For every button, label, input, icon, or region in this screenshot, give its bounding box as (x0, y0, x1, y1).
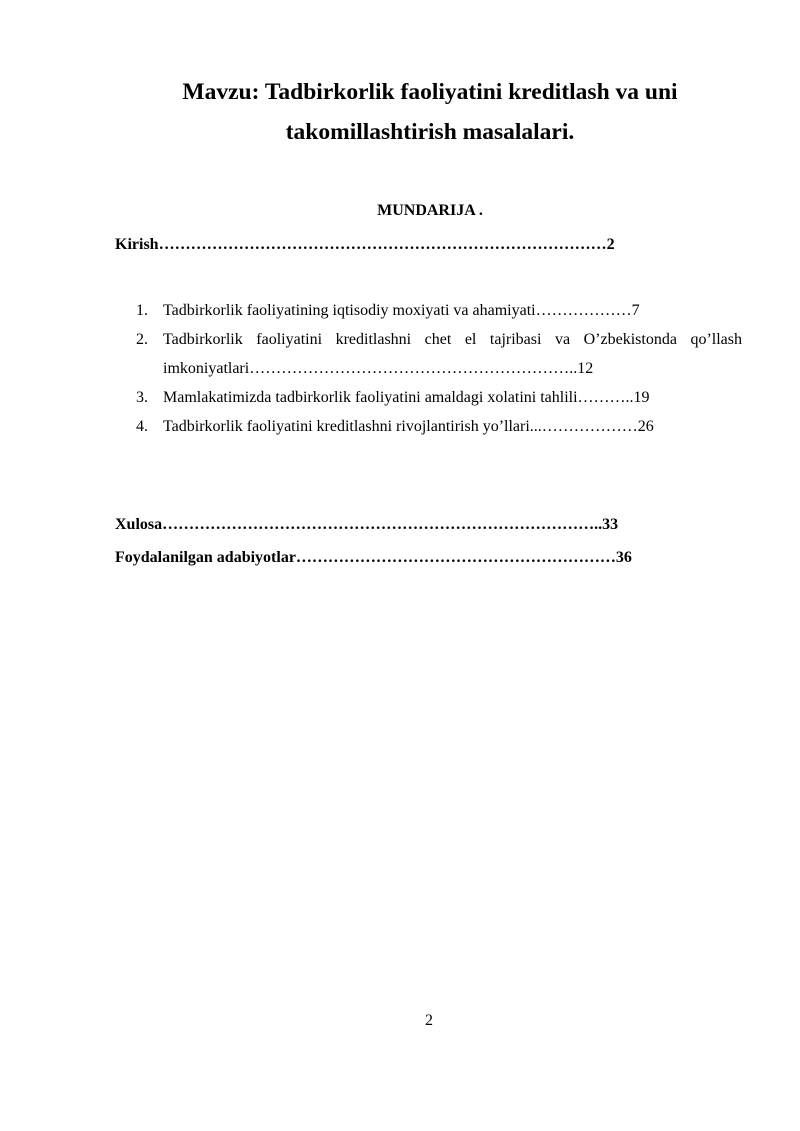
toc-item (136, 296, 742, 325)
toc-item-number: 1. (136, 302, 148, 319)
title-line-1: Mavzu: Tadbirkorlik faoliyatini kreditlash va uni (182, 79, 678, 105)
toc-item-number: 2. (136, 331, 148, 348)
contents-heading: MUNDARIJA . (377, 202, 483, 219)
toc-item (136, 412, 742, 441)
toc-entry-intro: Kirish…………………………………………………………………………2 (115, 236, 615, 253)
title-line-2: takomillashtirish masalalari. (285, 119, 575, 145)
toc-item (136, 325, 742, 383)
toc-item (136, 383, 742, 412)
toc-item-number: 4. (136, 418, 148, 435)
toc-item-text: Mamlakatimizda tadbirkorlik faoliyatini amaldagi xolatini tahlili………..19 (163, 389, 650, 406)
toc-item-text: Tadbirkorlik faoliyatini kreditlashni rivojlantirish yo’llari...………………26 (163, 418, 654, 435)
toc-numbered-list (136, 296, 742, 441)
toc-item-number: 3. (136, 389, 148, 406)
page-number: 2 (425, 1012, 433, 1029)
toc-entry-conclusion: Xulosa………………………………………………………………………..33 (115, 516, 619, 533)
document-title (100, 72, 760, 152)
toc-item-text: Tadbirkorlik faoliyatini kreditlashni chet el tajribasi va O’zbekistonda qo’llash imkoniyatlari……………………………………………………..12 (163, 331, 742, 377)
toc-entry-references: Foydalanilgan adabiyotlar……………………………………………………36 (115, 549, 632, 566)
toc-item-text: Tadbirkorlik faoliyatining iqtisodiy moxiyati va ahamiyati………………7 (163, 302, 640, 319)
